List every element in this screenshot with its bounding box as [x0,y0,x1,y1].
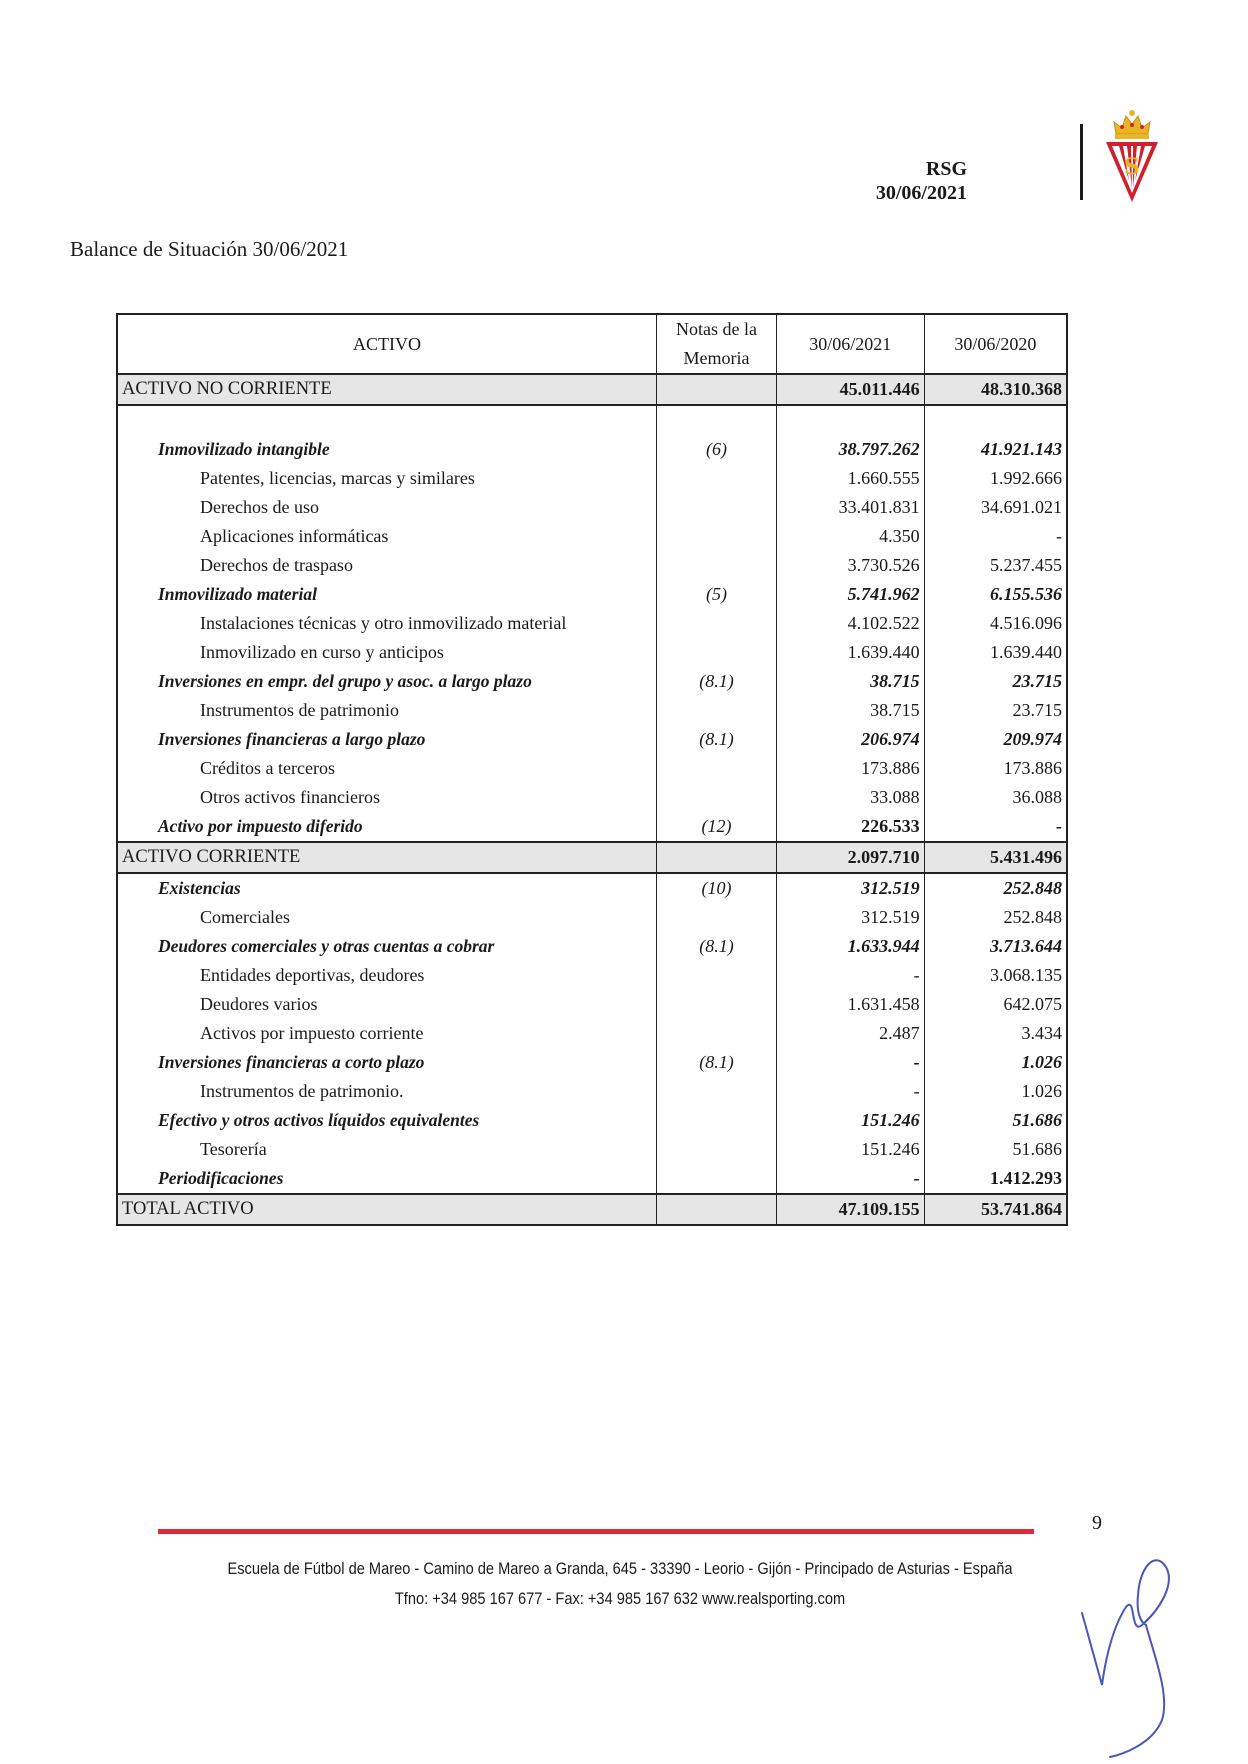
table-row [117,522,1067,551]
row-value-2021: - [776,961,924,990]
row-value-2020: 23.715 [924,696,1067,725]
row-label: Inmovilizado en curso y anticipos [117,638,657,667]
row-label: Aplicaciones informáticas [117,522,657,551]
svg-text:S: S [1124,154,1140,180]
section-total-2021: 2.097.710 [776,842,924,873]
row-note [657,696,777,725]
page-number: 9 [1092,1512,1102,1534]
row-value-2021: 38.715 [776,696,924,725]
total-label: TOTAL ACTIVO [117,1194,657,1225]
row-value-2021: 151.246 [776,1106,924,1135]
row-note [657,551,777,580]
row-value-2021: 33.401.831 [776,493,924,522]
footer-address-line: Escuela de Fútbol de Mareo - Camino de Mareo a Granda, 645 - 33390 - Leorio - Gijón - Principado de Asturias - España [227,1559,1013,1578]
table-row [117,783,1067,812]
table-row [117,1135,1067,1164]
row-note: (6) [657,435,777,464]
row-label: Inversiones financieras a largo plazo [117,725,657,754]
row-value-2020: 5.237.455 [924,551,1067,580]
row-value-2020: - [924,522,1067,551]
row-note [657,464,777,493]
signature-icon [1070,1545,1180,1760]
table-group-row [117,873,1067,903]
row-label: Deudores varios [117,990,657,1019]
row-note [657,961,777,990]
row-label: Créditos a terceros [117,754,657,783]
row-value-2021: 206.974 [776,725,924,754]
row-value-2020: 1.992.666 [924,464,1067,493]
row-note [657,990,777,1019]
row-label: Inmovilizado material [117,580,657,609]
row-value-2020: 1.026 [924,1048,1067,1077]
row-note: (8.1) [657,667,777,696]
report-date: 30/06/2021 [875,182,967,204]
section-total-2021: 45.011.446 [776,374,924,405]
row-note: (5) [657,580,777,609]
row-note: (8.1) [657,1048,777,1077]
table-row [117,903,1067,932]
row-note [657,783,777,812]
row-label: Instrumentos de patrimonio [117,696,657,725]
row-label: Comerciales [117,903,657,932]
row-note [657,1077,777,1106]
table-group-row [117,725,1067,754]
section-row-non-current [117,374,1067,405]
row-label: Activos por impuesto corriente [117,1019,657,1048]
row-value-2020: 173.886 [924,754,1067,783]
section-label: ACTIVO NO CORRIENTE [117,374,657,405]
table-row [117,754,1067,783]
table-row [117,961,1067,990]
footer-accent-line [158,1529,1034,1534]
row-value-2021: - [776,1077,924,1106]
total-2021: 47.109.155 [776,1194,924,1225]
row-label: Inversiones financieras a corto plazo [117,1048,657,1077]
row-value-2021: 4.350 [776,522,924,551]
row-label: Otros activos financieros [117,783,657,812]
row-value-2020: 51.686 [924,1135,1067,1164]
row-label: Entidades deportivas, deudores [117,961,657,990]
row-note [657,903,777,932]
row-value-2021: 312.519 [776,903,924,932]
header-divider [1080,124,1083,200]
row-label: Instalaciones técnicas y otro inmovilizado material [117,609,657,638]
table-group-row [117,812,1067,842]
row-value-2020: 23.715 [924,667,1067,696]
row-note [657,754,777,783]
table-group-row [117,1048,1067,1077]
row-value-2020: 642.075 [924,990,1067,1019]
row-value-2021: 312.519 [776,873,924,903]
page-title: Balance de Situación 30/06/2021 [70,237,349,261]
balance-sheet-table [116,313,1068,1226]
row-value-2020: 209.974 [924,725,1067,754]
row-value-2020: 3.434 [924,1019,1067,1048]
row-value-2021: 2.487 [776,1019,924,1048]
row-label: Inmovilizado intangible [117,435,657,464]
table-group-row [117,932,1067,961]
non-current-rows [117,435,1067,842]
table-row [117,609,1067,638]
row-value-2021: 1.660.555 [776,464,924,493]
table-row [117,1019,1067,1048]
row-value-2020: - [924,812,1067,842]
row-value-2020: 4.516.096 [924,609,1067,638]
row-value-2021: 1.631.458 [776,990,924,1019]
total-2020: 53.741.864 [924,1194,1067,1225]
spacer-row [117,405,1067,435]
row-value-2020: 3.068.135 [924,961,1067,990]
row-label: Efectivo y otros activos líquidos equivalentes [117,1106,657,1135]
row-value-2020: 51.686 [924,1106,1067,1135]
table-row [117,990,1067,1019]
table-group-row [117,580,1067,609]
row-value-2021: 1.633.944 [776,932,924,961]
company-code: RSG [925,158,967,180]
row-label: Deudores comerciales y otras cuentas a cobrar [117,932,657,961]
row-label: Tesorería [117,1135,657,1164]
table-row [117,464,1067,493]
table-group-row [117,1164,1067,1194]
table-row [117,493,1067,522]
row-value-2020: 41.921.143 [924,435,1067,464]
total-row [117,1194,1067,1225]
row-note [657,609,777,638]
row-value-2020: 1.026 [924,1077,1067,1106]
row-value-2021: 5.741.962 [776,580,924,609]
row-value-2021: 4.102.522 [776,609,924,638]
row-value-2021: 38.715 [776,667,924,696]
row-label: Existencias [117,873,657,903]
table-row [117,1077,1067,1106]
row-value-2021: 38.797.262 [776,435,924,464]
real-sporting-crest-icon [1102,108,1162,204]
row-value-2021: 173.886 [776,754,924,783]
row-note: (12) [657,812,777,842]
row-value-2021: 151.246 [776,1135,924,1164]
row-note [657,638,777,667]
row-note [657,1135,777,1164]
row-note: (10) [657,873,777,903]
col-header-2020: 30/06/2020 [924,314,1067,374]
row-value-2021: - [776,1164,924,1194]
row-note: (8.1) [657,725,777,754]
row-note [657,1019,777,1048]
row-note [657,1106,777,1135]
row-note [657,1164,777,1194]
row-label: Derechos de uso [117,493,657,522]
row-value-2020: 252.848 [924,903,1067,932]
row-value-2021: 1.639.440 [776,638,924,667]
row-label: Instrumentos de patrimonio. [117,1077,657,1106]
row-value-2020: 252.848 [924,873,1067,903]
row-value-2021: 3.730.526 [776,551,924,580]
row-value-2021: 226.533 [776,812,924,842]
footer-address [207,1554,1033,1614]
section-label: ACTIVO CORRIENTE [117,842,657,873]
row-note [657,493,777,522]
table-row [117,551,1067,580]
col-header-2021: 30/06/2021 [776,314,924,374]
section-total-2020: 48.310.368 [924,374,1067,405]
table-group-row [117,667,1067,696]
row-value-2020: 36.088 [924,783,1067,812]
row-label: Derechos de traspaso [117,551,657,580]
section-row-current [117,842,1067,873]
footer-contact-line: Tfno: +34 985 167 677 - Fax: +34 985 167 632 www.realsporting.com [394,1589,846,1608]
row-value-2020: 34.691.021 [924,493,1067,522]
row-label: Activo por impuesto diferido [117,812,657,842]
col-header-notes: Notas de la Memoria [657,314,777,374]
row-label: Periodificaciones [117,1164,657,1194]
table-header-row [117,314,1067,374]
row-value-2021: 33.088 [776,783,924,812]
table-row [117,638,1067,667]
row-value-2021: - [776,1048,924,1077]
table-group-row [117,1106,1067,1135]
row-note: (8.1) [657,932,777,961]
section-total-2020: 5.431.496 [924,842,1067,873]
row-value-2020: 3.713.644 [924,932,1067,961]
row-value-2020: 1.412.293 [924,1164,1067,1194]
col-header-concept: ACTIVO [117,314,657,374]
current-rows [117,873,1067,1194]
table-group-row [117,435,1067,464]
row-label: Inversiones en empr. del grupo y asoc. a largo plazo [117,667,657,696]
table-row [117,696,1067,725]
row-note [657,522,777,551]
row-value-2020: 6.155.536 [924,580,1067,609]
row-label: Patentes, licencias, marcas y similares [117,464,657,493]
row-value-2020: 1.639.440 [924,638,1067,667]
